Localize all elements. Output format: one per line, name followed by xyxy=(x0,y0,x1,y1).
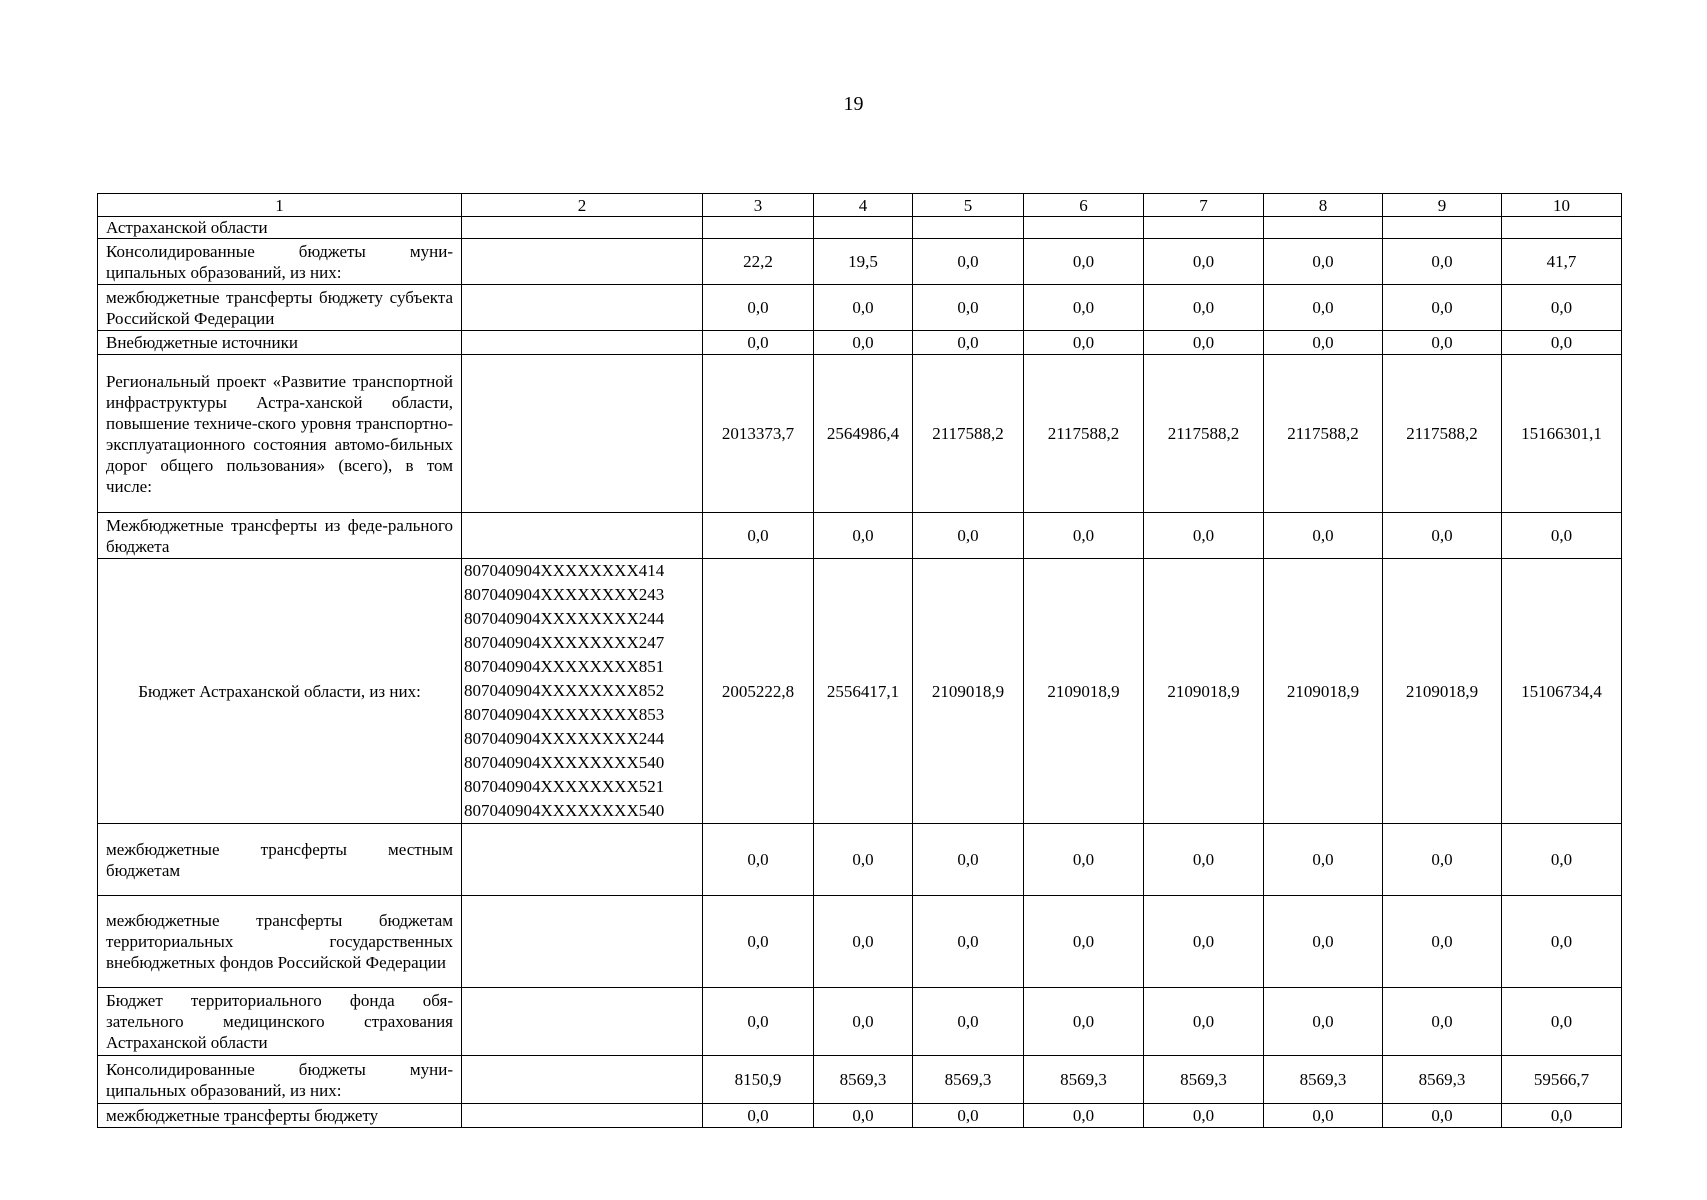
value-cell: 8569,3 xyxy=(1144,1056,1264,1104)
value-cell: 0,0 xyxy=(1264,824,1383,896)
budget-code xyxy=(462,1056,703,1104)
row-name: Межбюджетные трансферты из феде-рального бюджета xyxy=(98,513,462,559)
value-cell: 0,0 xyxy=(1024,331,1144,355)
value-cell: 0,0 xyxy=(913,513,1024,559)
row-name: Бюджет Астраханской области, из них: xyxy=(98,559,462,824)
value-cell: 0,0 xyxy=(1502,1104,1622,1128)
value-cell: 59566,7 xyxy=(1502,1056,1622,1104)
value-cell: 0,0 xyxy=(1502,331,1622,355)
table-row xyxy=(98,824,1622,896)
column-number-8: 8 xyxy=(1264,194,1383,217)
value-cell: 2117588,2 xyxy=(1024,355,1144,513)
value-cell xyxy=(913,217,1024,239)
budget-table xyxy=(97,193,1622,1128)
budget-code xyxy=(462,285,703,331)
value-cell: 0,0 xyxy=(913,285,1024,331)
value-cell: 0,0 xyxy=(1502,824,1622,896)
value-cell: 0,0 xyxy=(814,1104,913,1128)
value-cell: 2109018,9 xyxy=(913,559,1024,824)
value-cell: 8569,3 xyxy=(1383,1056,1502,1104)
value-cell: 0,0 xyxy=(1144,331,1264,355)
value-cell: 0,0 xyxy=(913,988,1024,1056)
value-cell: 0,0 xyxy=(703,285,814,331)
budget-code xyxy=(462,239,703,285)
table-row xyxy=(98,355,1622,513)
value-cell: 0,0 xyxy=(814,824,913,896)
value-cell: 0,0 xyxy=(1502,513,1622,559)
value-cell: 0,0 xyxy=(1024,513,1144,559)
value-cell: 2109018,9 xyxy=(1264,559,1383,824)
value-cell: 2556417,1 xyxy=(814,559,913,824)
page-number: 19 xyxy=(843,93,864,115)
value-cell: 0,0 xyxy=(814,513,913,559)
value-cell: 0,0 xyxy=(1264,285,1383,331)
value-cell: 2117588,2 xyxy=(913,355,1024,513)
value-cell: 2117588,2 xyxy=(1264,355,1383,513)
value-cell: 2117588,2 xyxy=(1144,355,1264,513)
value-cell: 2109018,9 xyxy=(1383,559,1502,824)
value-cell: 0,0 xyxy=(1264,1104,1383,1128)
budget-code xyxy=(462,988,703,1056)
value-cell: 2005222,8 xyxy=(703,559,814,824)
value-cell: 0,0 xyxy=(1144,824,1264,896)
value-cell: 2109018,9 xyxy=(1144,559,1264,824)
value-cell xyxy=(1264,217,1383,239)
budget-code xyxy=(462,331,703,355)
value-cell: 0,0 xyxy=(1144,896,1264,988)
value-cell: 8569,3 xyxy=(1264,1056,1383,1104)
column-number-row xyxy=(98,194,1622,217)
value-cell: 0,0 xyxy=(703,331,814,355)
table-row xyxy=(98,1104,1622,1128)
value-cell: 0,0 xyxy=(1502,988,1622,1056)
column-number-2: 2 xyxy=(462,194,703,217)
value-cell: 0,0 xyxy=(1144,513,1264,559)
row-name: Внебюджетные источники xyxy=(98,331,462,355)
row-name: межбюджетные трансферты бюджету субъекта Российской Федерации xyxy=(98,285,462,331)
value-cell: 15106734,4 xyxy=(1502,559,1622,824)
value-cell xyxy=(1024,217,1144,239)
value-cell: 0,0 xyxy=(913,1104,1024,1128)
value-cell: 0,0 xyxy=(1264,239,1383,285)
value-cell: 0,0 xyxy=(703,988,814,1056)
column-number-9: 9 xyxy=(1383,194,1502,217)
value-cell: 0,0 xyxy=(1383,331,1502,355)
budget-code xyxy=(462,824,703,896)
value-cell: 0,0 xyxy=(703,896,814,988)
budget-code xyxy=(462,217,703,239)
value-cell: 0,0 xyxy=(913,896,1024,988)
budget-code xyxy=(462,355,703,513)
row-name: межбюджетные трансферты местным бюджетам xyxy=(98,824,462,896)
table-row xyxy=(98,896,1622,988)
value-cell: 0,0 xyxy=(1024,1104,1144,1128)
value-cell: 0,0 xyxy=(1024,239,1144,285)
value-cell: 0,0 xyxy=(814,988,913,1056)
table-row xyxy=(98,988,1622,1056)
value-cell: 0,0 xyxy=(1264,513,1383,559)
row-name: Бюджет территориального фонда обя-зательного медицинского страхования Астраханской области xyxy=(98,988,462,1056)
row-name: Региональный проект «Развитие транспортной инфраструктуры Астра-ханской области, повышение техниче-ского уровня транспортно-эксплуатационного состояния автомо-бильных дорог общего пользования» (всего), в том числе: xyxy=(98,355,462,513)
value-cell: 0,0 xyxy=(1502,285,1622,331)
value-cell: 0,0 xyxy=(1264,988,1383,1056)
table-row xyxy=(98,217,1622,239)
column-number-7: 7 xyxy=(1144,194,1264,217)
value-cell: 0,0 xyxy=(703,1104,814,1128)
table-row xyxy=(98,559,1622,824)
value-cell: 0,0 xyxy=(913,824,1024,896)
table-row xyxy=(98,285,1622,331)
value-cell xyxy=(1383,217,1502,239)
value-cell: 0,0 xyxy=(1024,896,1144,988)
column-number-5: 5 xyxy=(913,194,1024,217)
value-cell: 0,0 xyxy=(703,824,814,896)
value-cell: 0,0 xyxy=(1264,896,1383,988)
value-cell: 0,0 xyxy=(913,239,1024,285)
column-number-10: 10 xyxy=(1502,194,1622,217)
table-body xyxy=(98,194,1622,1128)
value-cell: 0,0 xyxy=(1383,988,1502,1056)
value-cell: 0,0 xyxy=(814,331,913,355)
value-cell: 0,0 xyxy=(1024,824,1144,896)
value-cell: 0,0 xyxy=(1383,513,1502,559)
value-cell xyxy=(703,217,814,239)
value-cell: 8150,9 xyxy=(703,1056,814,1104)
value-cell: 0,0 xyxy=(1383,824,1502,896)
value-cell: 8569,3 xyxy=(814,1056,913,1104)
value-cell: 19,5 xyxy=(814,239,913,285)
value-cell: 0,0 xyxy=(913,331,1024,355)
row-name: Астраханской области xyxy=(98,217,462,239)
value-cell: 2564986,4 xyxy=(814,355,913,513)
value-cell: 0,0 xyxy=(1144,285,1264,331)
table-row xyxy=(98,513,1622,559)
value-cell: 2013373,7 xyxy=(703,355,814,513)
budget-code xyxy=(462,513,703,559)
value-cell: 0,0 xyxy=(1144,988,1264,1056)
value-cell: 2117588,2 xyxy=(1383,355,1502,513)
table-row xyxy=(98,331,1622,355)
value-cell: 8569,3 xyxy=(1024,1056,1144,1104)
table-row xyxy=(98,1056,1622,1104)
value-cell: 0,0 xyxy=(1144,1104,1264,1128)
value-cell: 41,7 xyxy=(1502,239,1622,285)
value-cell: 0,0 xyxy=(1024,285,1144,331)
row-name: Консолидированные бюджеты муни-ципальных образований, из них: xyxy=(98,1056,462,1104)
row-name: межбюджетные трансферты бюджетам территориальных государственных внебюджетных фондов Российской Федерации xyxy=(98,896,462,988)
value-cell: 0,0 xyxy=(1024,988,1144,1056)
column-number-1: 1 xyxy=(98,194,462,217)
value-cell: 0,0 xyxy=(814,285,913,331)
value-cell: 0,0 xyxy=(1383,1104,1502,1128)
value-cell: 0,0 xyxy=(814,896,913,988)
value-cell xyxy=(1144,217,1264,239)
value-cell: 0,0 xyxy=(1502,896,1622,988)
row-name: Консолидированные бюджеты муни-ципальных образований, из них: xyxy=(98,239,462,285)
column-number-4: 4 xyxy=(814,194,913,217)
column-number-6: 6 xyxy=(1024,194,1144,217)
value-cell: 0,0 xyxy=(1264,331,1383,355)
value-cell: 0,0 xyxy=(1383,896,1502,988)
column-number-3: 3 xyxy=(703,194,814,217)
value-cell: 0,0 xyxy=(1383,285,1502,331)
value-cell: 15166301,1 xyxy=(1502,355,1622,513)
value-cell: 0,0 xyxy=(1144,239,1264,285)
value-cell: 0,0 xyxy=(703,513,814,559)
budget-code xyxy=(462,1104,703,1128)
value-cell: 8569,3 xyxy=(913,1056,1024,1104)
budget-code xyxy=(462,896,703,988)
value-cell xyxy=(1502,217,1622,239)
table-row xyxy=(98,239,1622,285)
value-cell: 2109018,9 xyxy=(1024,559,1144,824)
row-name: межбюджетные трансферты бюджету xyxy=(98,1104,462,1128)
value-cell: 0,0 xyxy=(1383,239,1502,285)
value-cell: 22,2 xyxy=(703,239,814,285)
value-cell xyxy=(814,217,913,239)
budget-code: 807040904XXXXXXXX414 807040904XXXXXXXX243 807040904XXXXXXXX244 807040904XXXXXXXX247 807040904XXXXXXXX851 807040904XXXXXXXX852 807040904XXXXXXXX853 807040904XXXXXXXX244 807040904XXXXXXXX540 807040904XXXXXXXX521 807040904XXXXXXXX540 xyxy=(462,559,703,824)
